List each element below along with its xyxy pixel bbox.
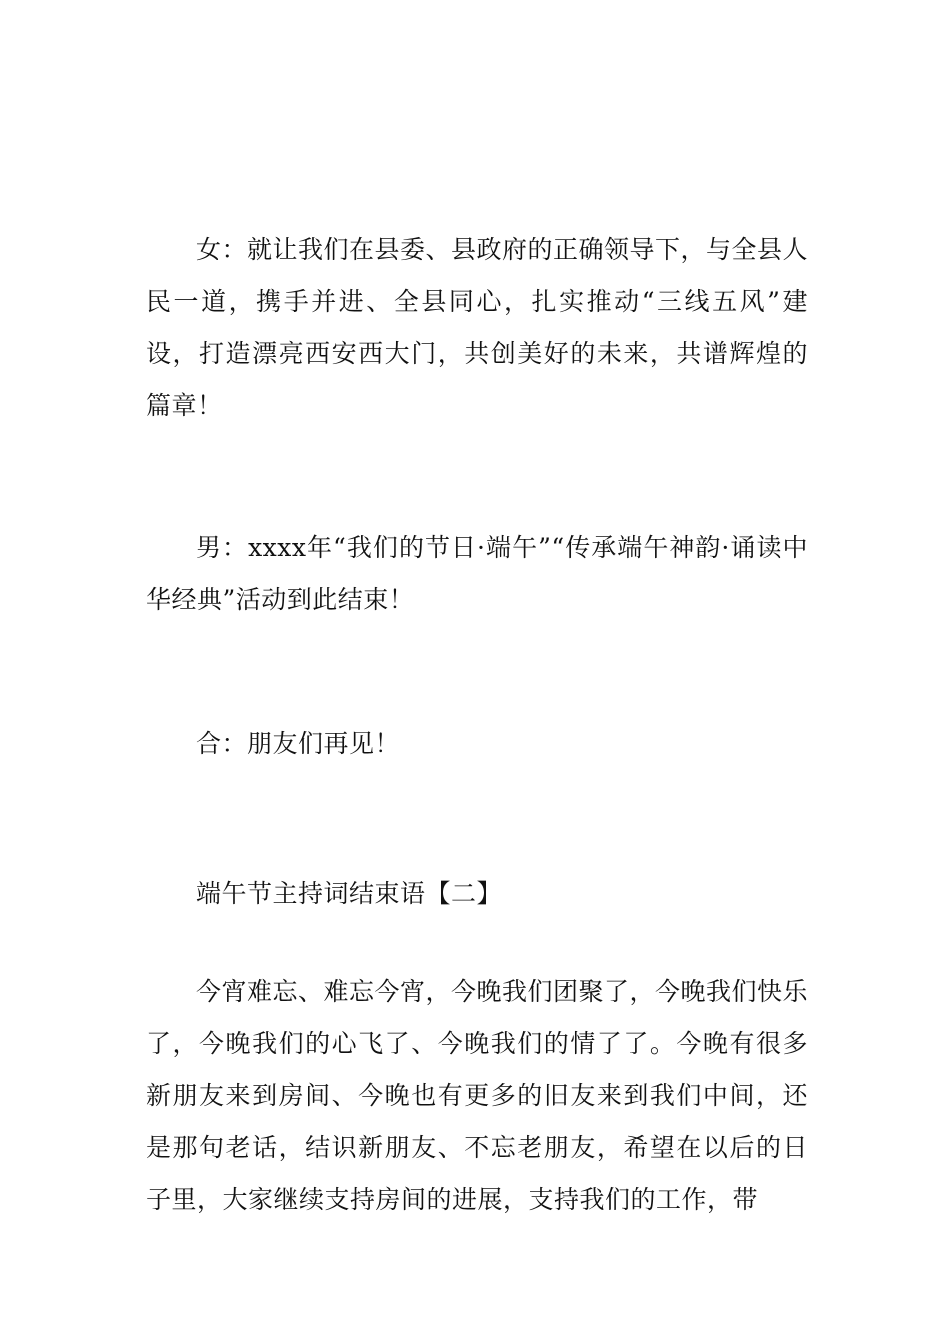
- paragraph-together: 合：朋友们再见！: [196, 729, 401, 758]
- paragraph-closing-speech: 今宵难忘、难忘今宵，今晚我们团聚了，今晚我们快乐了，今晚我们的心飞了、今晚我们的情了了。今晚有很多新朋友来到房间、今晚也有更多的旧友来到我们中间，还是那句老话，结识新朋友、不忘老朋友，希望在以后的日子里，大家继续支持房间的进展，支持我们的工作，带: [146, 977, 809, 1214]
- paragraph-female-host: 女：就让我们在县委、县政府的正确领导下，与全县人民一道，携手并进、全县同心，扎实推动“三线五风”建设，打造漂亮西安西大门，共创美好的未来，共谱辉煌的篇章！: [146, 235, 809, 420]
- paragraph-male-host: 男：xxxx年“我们的节日·端午”“传承端午神韵·诵读中华经典”活动到此结束！: [146, 533, 808, 614]
- section-heading: 端午节主持词结束语【二】: [196, 879, 503, 908]
